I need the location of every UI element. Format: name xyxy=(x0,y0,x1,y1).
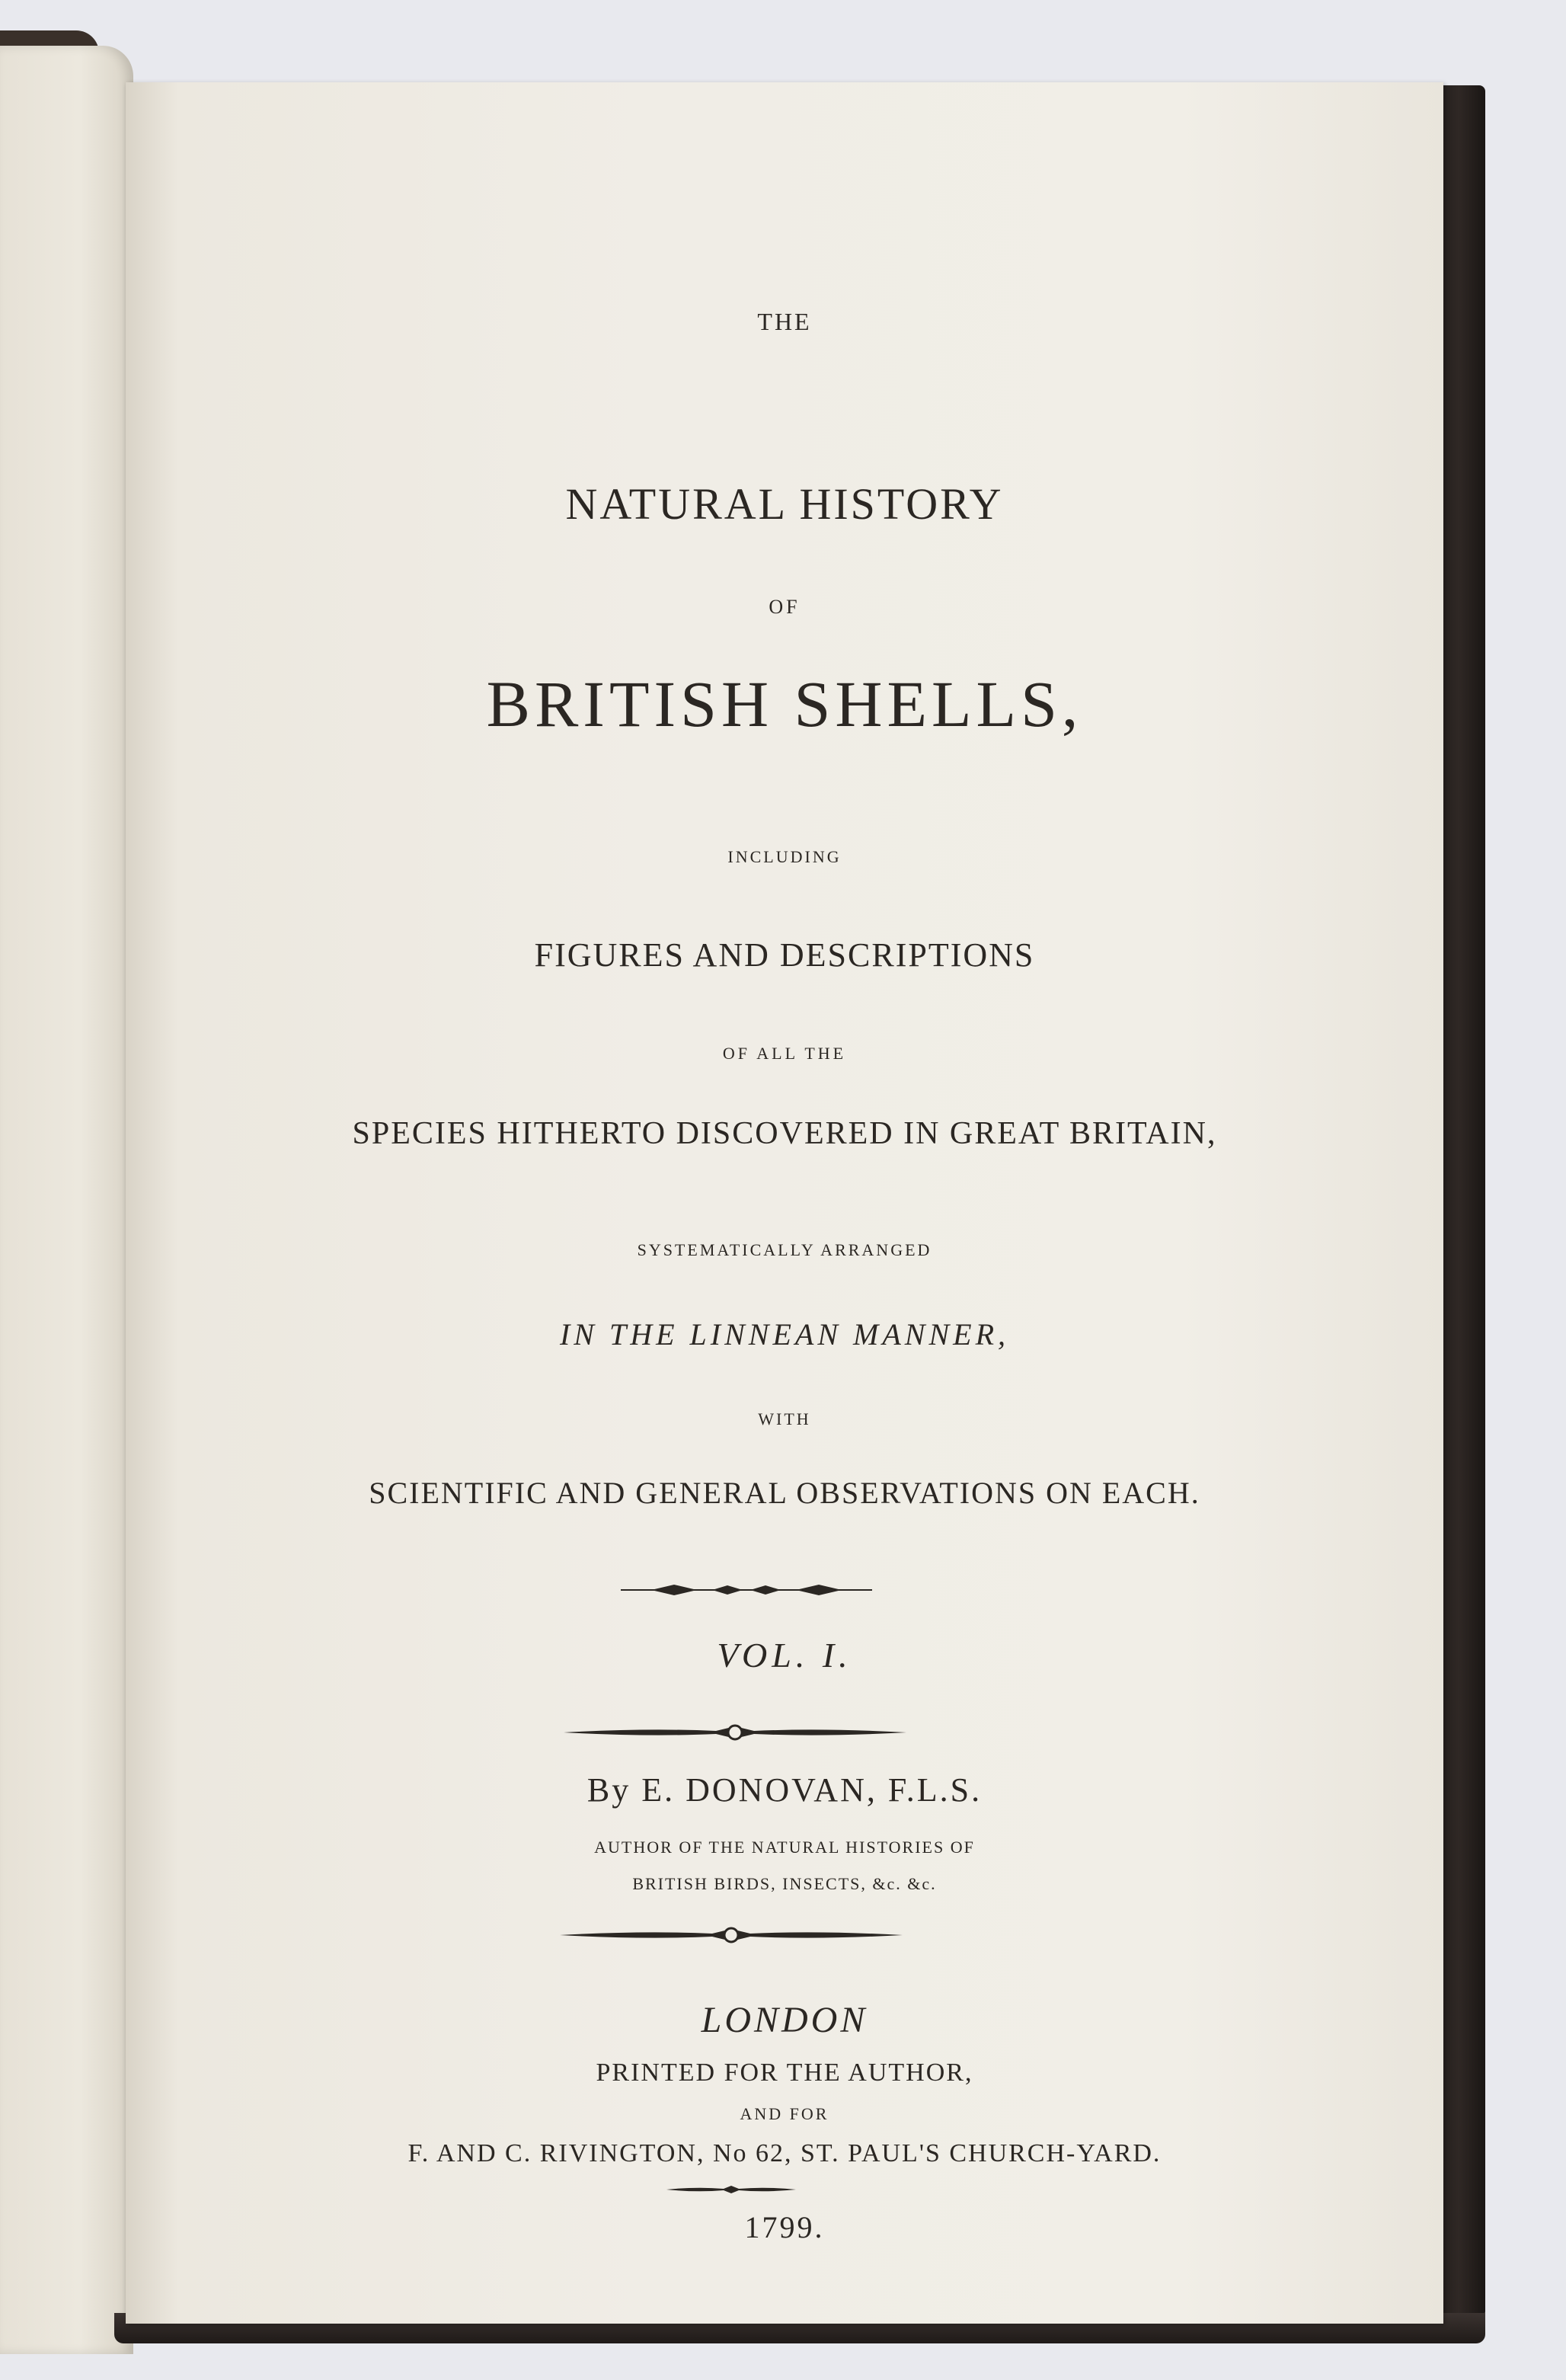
title-british-shells: BRITISH SHELLS, xyxy=(486,667,1083,741)
ornament-rule-1 xyxy=(621,1579,872,1601)
imprint-and-for: AND FOR xyxy=(740,2104,829,2123)
imprint-year: 1799. xyxy=(744,2210,825,2244)
title-the: THE xyxy=(757,308,812,335)
imprint-publisher: F. AND C. RIVINGTON, No 62, ST. PAUL'S CHURCH-YARD. xyxy=(407,2139,1162,2167)
author-byline: By E. DONOVAN, F.L.S. xyxy=(586,1771,983,1809)
left-facing-page xyxy=(0,46,133,2354)
volume-label: VOL. I. xyxy=(717,1636,852,1675)
ornament-rule-2 xyxy=(564,1719,906,1746)
subtitle-with: WITH xyxy=(758,1409,811,1428)
ornament-rule-3 xyxy=(560,1921,903,1949)
subtitle-scientific: SCIENTIFIC AND GENERAL OBSERVATIONS ON EACH. xyxy=(369,1476,1200,1510)
author-credit-line-2: BRITISH BIRDS, INSECTS, &c. &c. xyxy=(632,1874,937,1893)
imprint-city: LONDON xyxy=(701,2000,868,2040)
subtitle-figures: FIGURES AND DESCRIPTIONS xyxy=(534,936,1035,974)
ornament-rule-4 xyxy=(666,2182,796,2197)
title-natural-history: NATURAL HISTORY xyxy=(565,479,1004,529)
subtitle-systematically: SYSTEMATICALLY ARRANGED xyxy=(637,1240,932,1259)
subtitle-of-all-the: OF ALL THE xyxy=(722,1044,847,1063)
subtitle-species: SPECIES HITHERTO DISCOVERED IN GREAT BRITAIN, xyxy=(352,1116,1217,1151)
author-credit-line-1: AUTHOR OF THE NATURAL HISTORIES OF xyxy=(594,1838,975,1857)
title-of: OF xyxy=(769,596,801,618)
subtitle-including: INCLUDING xyxy=(727,847,842,866)
subtitle-linnean-manner: IN THE LINNEAN MANNER, xyxy=(559,1317,1010,1352)
title-page xyxy=(126,82,1443,2324)
imprint-printed-for: PRINTED FOR THE AUTHOR, xyxy=(596,2059,973,2087)
